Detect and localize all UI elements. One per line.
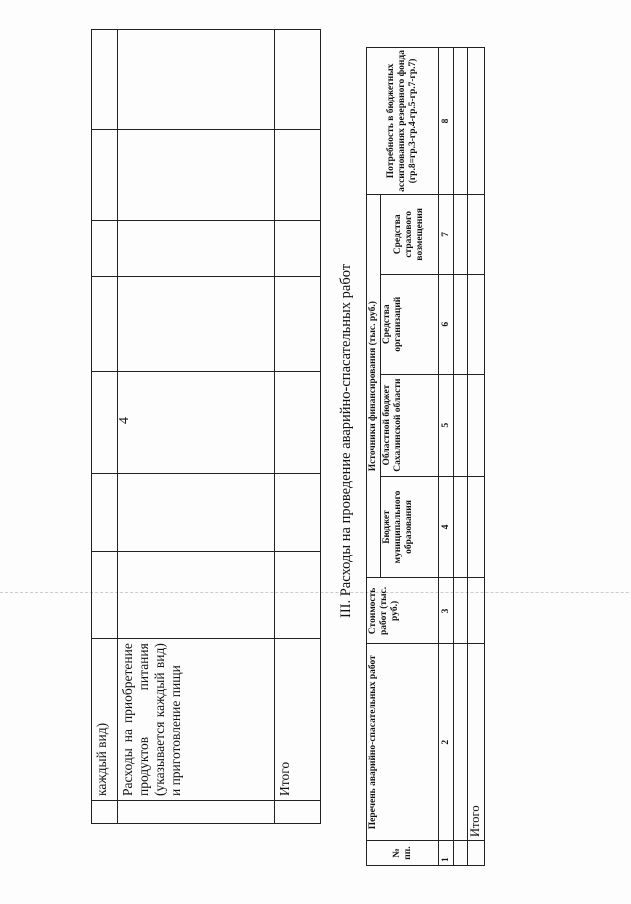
expenses-table-continued [91,29,321,824]
total-label: Итого [468,644,485,841]
header-regional: Областной бюджет Сахалинской области [381,374,439,476]
section-title: III. Расходы на проведение аварийно-спасательных работ [338,263,354,618]
column-number-row: 1 2 3 4 5 6 7 8 [439,48,454,866]
total-row [468,48,485,866]
table-row [454,48,468,866]
rescue-expenses-table [366,47,485,866]
table-row [118,30,275,824]
header-cost: Стоимость работ (тыс. руб.) [367,578,439,644]
header-insurance: Средства страхового возмещения [381,194,439,274]
row-label: Расходы на приобретение продуктов питания (указывается каждый вид) и приготовление пищи [118,639,275,801]
header-num: № пп. [367,841,439,866]
header-sources: Источники финансирования (тыс. руб.) [367,194,381,578]
row-label: Итого [275,639,321,801]
row-label: каждый вид) [92,639,118,801]
table-row [92,30,118,824]
header-need: Потребность в бюджетных ассигнованиях резервного фонда (гр.8=гр.3-гр.4-гр.5-гр.7-гр.7) [367,48,439,195]
header-row [367,48,381,866]
table-row [275,30,321,824]
page-number: 4 [117,417,132,424]
header-municipal: Бюджет муниципального образования [381,476,439,578]
header-list: Перечень аварийно-спасательных работ [367,644,439,841]
header-orgs: Средства организаций [381,274,439,374]
